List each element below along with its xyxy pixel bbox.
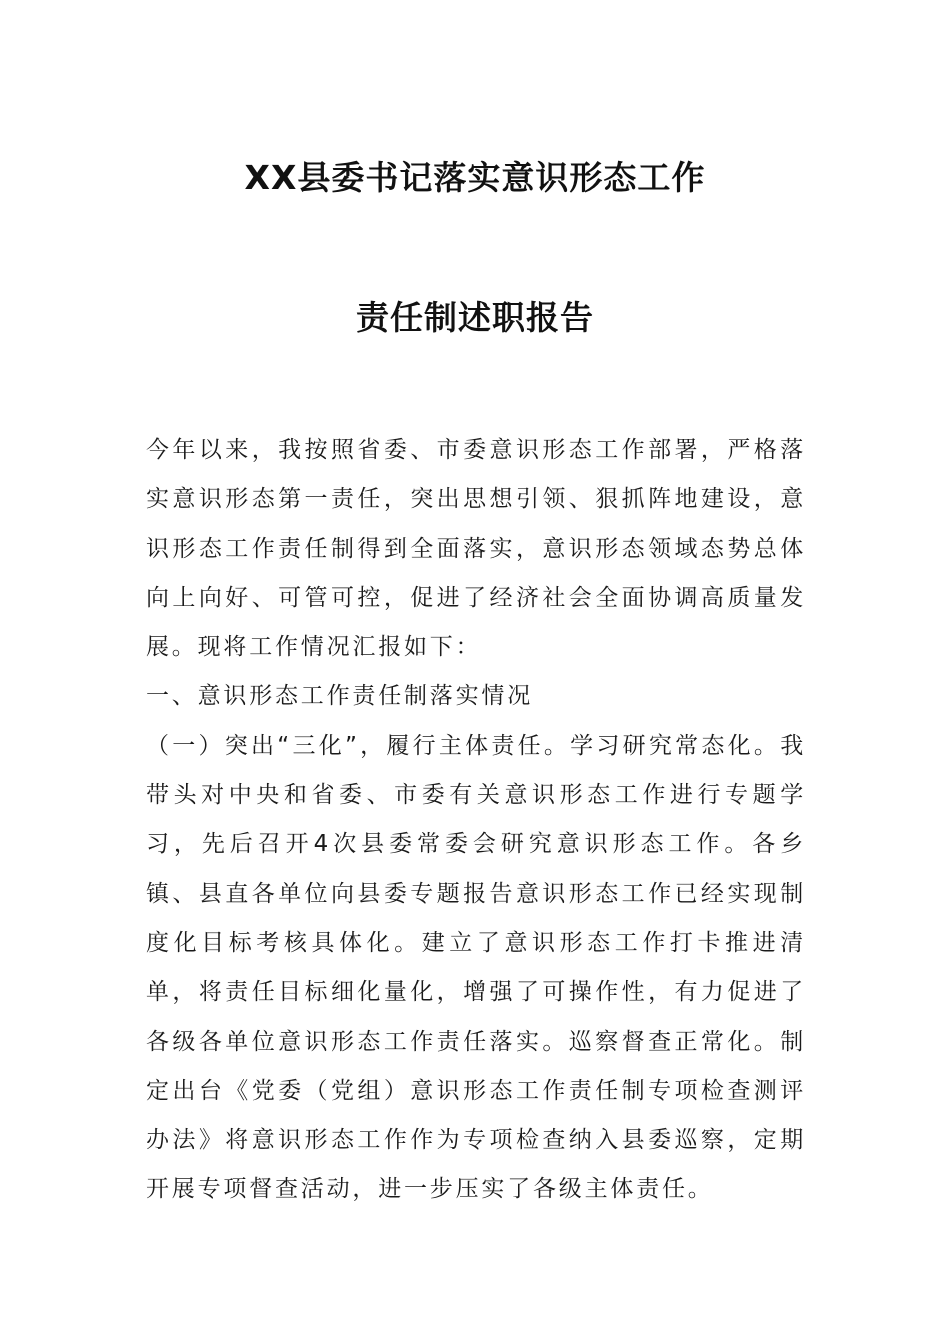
document-title-line-2: 责任制述职报告 [356, 298, 594, 337]
document-title-line-1: XX县委书记落实意识形态工作 [244, 158, 706, 197]
body-paragraph-intro: 今年以来，我按照省委、市委意识形态工作部署，严格落实意识形态第一责任，突出思想引领、狠抓阵地建设，意识形态工作责任制得到全面落实，意识形态领域态势总体向上向好、可管可控，促进了经济社会全面协调高质量发展。现将工作情况汇报如下： [146, 437, 806, 661]
document-body [146, 426, 806, 1215]
section-heading-1: 一、意识形态工作责任制落实情况 [146, 683, 533, 710]
body-paragraph-1: （一）突出“三化”，履行主体责任。学习研究常态化。我带头对中央和省委、市委有关意识形态工作进行专题学习，先后召开4次县委常委会研究意识形态工作。各乡镇、县直各单位向县委专题报告意识形态工作已经实现制度化目标考核具体化。建立了意识形态工作打卡推进清单，将责任目标细化量化，增强了可操作性，有力促进了各级各单位意识形态工作责任落实。巡察督查正常化。制定出台《党委（党组）意识形态工作责任制专项检查测评办法》将意识形态工作作为专项检查纳入县委巡察，定期开展专项督查活动，进一步压实了各级主体责任。 [146, 732, 806, 1203]
